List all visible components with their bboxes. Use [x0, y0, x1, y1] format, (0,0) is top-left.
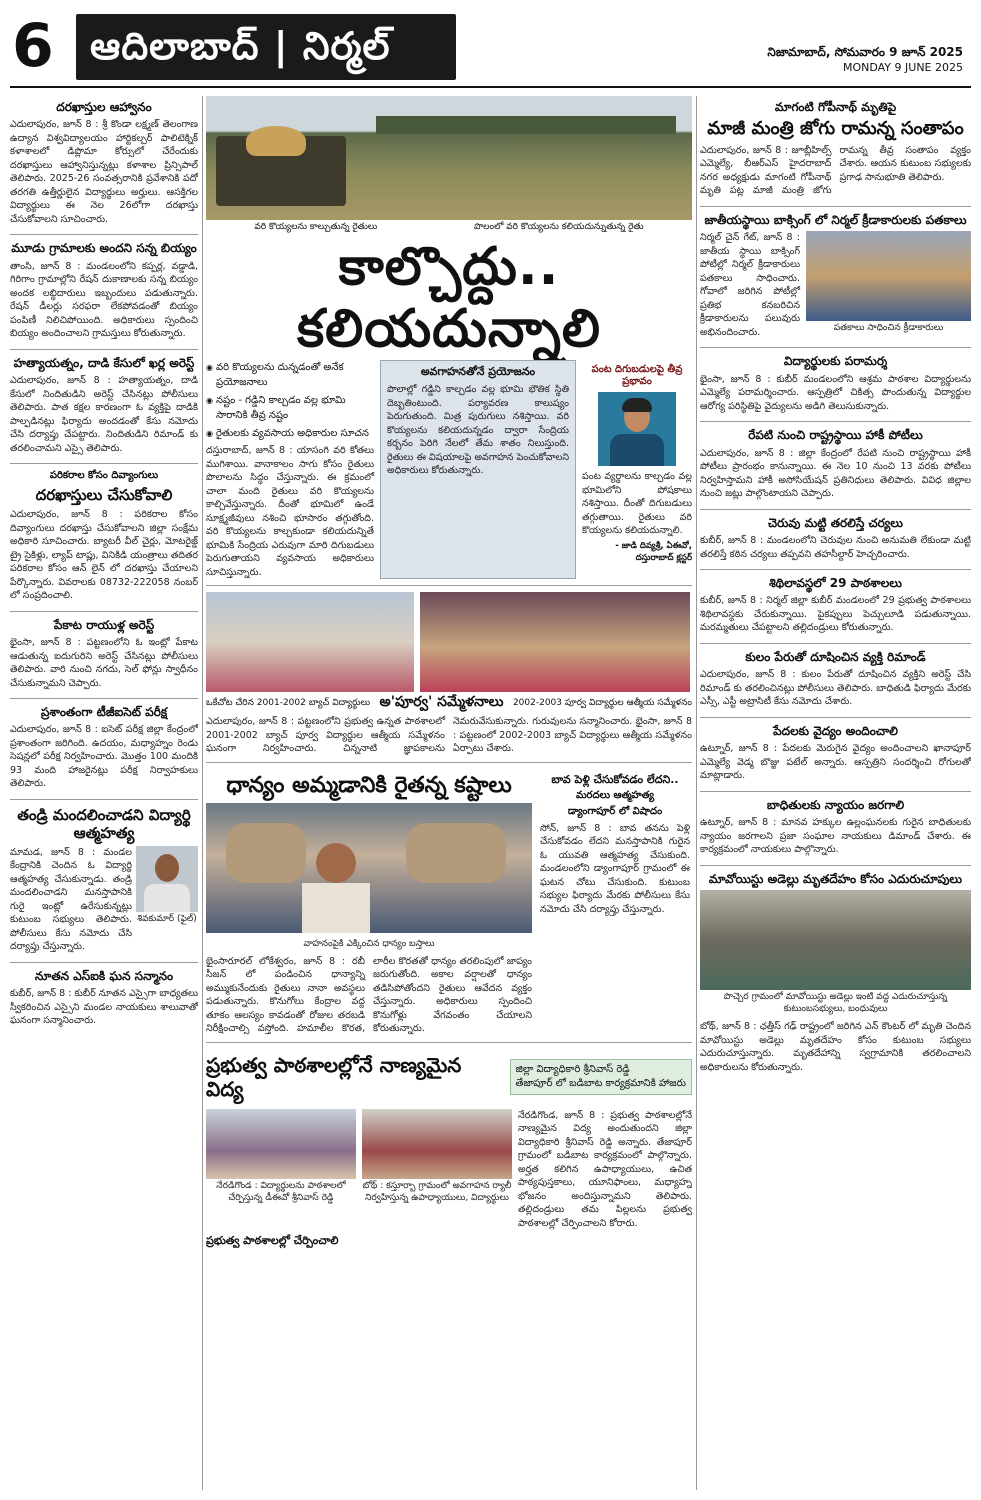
story-subhead: మరదలు ఆత్మహత్య: [575, 789, 655, 801]
story-headline: ధాన్యం అమ్మడానికి రైతన్న కష్టాలు: [226, 772, 512, 798]
divider: [206, 1042, 692, 1043]
sidebar-body: పంట వ్యర్థాలను కాల్చడం వల్ల భూమిలోని పోషకాలు నశిస్తాయి. దీంతో దిగుబడులు తగ్గుతాయి. రైతులు వరి కొయ్యలను కలియదున్నాలి.: [582, 471, 692, 536]
school-photo-1: [206, 1109, 356, 1179]
story-headline: బాధితులకు న్యాయం జరగాలి: [766, 797, 905, 812]
column-divider: [696, 96, 697, 1490]
story-headline: దరఖాస్తుల ఆహ్వానం: [56, 100, 152, 114]
grain-story: [206, 769, 532, 1036]
news-story: [10, 470, 198, 603]
school-head-row: [206, 1049, 692, 1105]
story-body: ఎదులాపురం, జూన్ 8 : పరికరాల కోసం దివ్యాంగులు దరఖాస్తు చేసుకోవాలని జిల్లా సంక్షేమ అధికారి సూచించారు. బ్యాటరీ వీల్ చైర్లు, మోటరైజ్డ్ ట్రై సైకిళ్లు, ల్యాప్ టాప్లు, వినికిడి యంత్రాలు తదితర పరికరాల కోసం ఆన్ లైన్ లో దరఖాస్తు చేయాలని పేర్కొన్నారు. వివరాలకు 08732-222058 నంబర్ లో సంప్రదించాలి.: [10, 509, 198, 602]
story-headline: మూడు గ్రామాలకు అందని సన్న బియ్యం: [11, 241, 197, 256]
story-body: కుబీర్, జూన్ 8 : కుబీర్ నూతన ఎస్సైగా బాధ్యతలు స్వీకరించిన ఎస్సైని మండల నాయకులు శాలువాతో ఘనంగా సన్మానించారు.: [10, 988, 198, 1027]
info-box-title: అవగాహనతోనే ప్రయోజనం: [420, 365, 536, 378]
lead-left-block: [206, 360, 374, 579]
news-story: [10, 969, 198, 1028]
divider: [700, 421, 971, 422]
news-story: [700, 724, 971, 783]
story-body: భైంసా, జూన్ 8 : పట్టణంలోని ఓ ఇంట్లో పేకాట ఆడుతున్న ఐదుగురిని అరెస్ట్ చేసినట్లు పోలీసులు తెలిపారు. వారి నుంచి నగదు, సెల్ ఫోన్లు స్వాధీనం చేసుకున్నామని చెప్పారు.: [10, 637, 198, 689]
story-subhead: డ్యాంగాపూర్ లో విషాదం: [567, 805, 663, 817]
divider: [700, 643, 971, 644]
right-column: [700, 96, 971, 1490]
photo-caption: వాహనంపైకి ఎక్కించిన ధాన్యం బస్తాలు: [303, 938, 435, 949]
story-headline: విద్యార్థులకు పరామర్శ: [783, 354, 888, 369]
school-highlights: [510, 1059, 692, 1095]
reunion-headline: అ'పూర్వ' సమ్మేళనాలు: [379, 694, 504, 710]
photo-caption: 2002-2003 పూర్వ విద్యార్థుల ఆత్మీయ సమ్మేళనం: [512, 697, 692, 708]
page-number: 6: [12, 12, 74, 80]
story-subhead: ప్రభుత్వ పాఠశాలల్లో చేర్పించాలి: [206, 1234, 339, 1248]
column-divider: [202, 96, 203, 1490]
photo-caption: పతకాలు సాధించిన క్రీడాకారులు: [833, 323, 944, 334]
story-headline: జాతీయస్థాయి బాక్సింగ్ లో నిర్మల్ క్రీడాకారులకు పతకాలు: [704, 212, 967, 227]
school-photo-2: [362, 1109, 512, 1179]
story-body: సోన్, జూన్ 8 : బావ తనను పెళ్లి చేసుకోవడం లేదని మనస్తాపానికి గురైన ఓ యువతి ఆత్మహత్య చేసుకుంది. మండలంలోని డ్యాంగాపూర్ గ్రామంలో ఈ ఘటన చోటు చేసుకుంది. కుటుంబ సభ్యుల ఫిర్యాదు మేరకు పోలీసులు కేసు నమోదు చేసి దర్యాప్తు చేస్తున్నారు.: [540, 822, 690, 915]
news-story: [700, 100, 971, 198]
boxing-block: [700, 231, 971, 339]
boxing-photo-block: [806, 231, 971, 339]
story-kicker: బావ పెళ్లి చేసుకోవడం లేదని..: [551, 772, 679, 786]
story-headline: దరఖాస్తులు చేసుకోవాలి: [35, 486, 173, 505]
news-story: [10, 806, 198, 954]
story-body: ఎదులాపురం, జూన్ 8 : హత్యాయత్నం, దాడి కేసులో నిందితుడిని అరెస్ట్ చేసినట్లు పోలీసులు తెలిపారు. పాత కక్షల కారణంగా ఓ వ్యక్తిపై దాడికి పాల్పడినట్లు ఫిర్యాదు అందడంతో కేసు నమోదు చేసి దర్యాప్తు చేపట్టారు. నిందితుడిని రిమాండ్ కు తరలించామని ఎస్సై తెలిపారు.: [10, 375, 198, 454]
photo-caption: నేరడిగొండ : విద్యార్థులను పాఠశాలలో చేర్పిస్తున్న డీఈవో శ్రీనివాస్ రెడ్డి: [216, 1180, 346, 1203]
expert-photo: [598, 392, 676, 466]
boxing-photo: [806, 231, 971, 321]
photo-caption: వరి కొయ్యలను కాల్చుతున్న రైతులు: [254, 222, 378, 232]
story-headline: కులం పేరుతో దూషించిన వ్యక్తి రిమాండ్: [745, 649, 926, 664]
bullet-item: ◉ రైతులకు వ్యవసాయ అధికారుల సూచన: [206, 426, 374, 441]
divider: [700, 509, 971, 510]
divider: [700, 791, 971, 792]
middle-column: [206, 96, 692, 1490]
story-headline: మావోయిస్టు అడెల్లు మృతదేహం కోసం ఎదురుచూపులు: [708, 871, 963, 886]
sidebar-kicker: పంట దిగుబడులపై తీవ్ర ప్రభావం: [591, 364, 683, 387]
story-kicker: పరికరాల కోసం దివ్యాంగులు: [49, 470, 159, 482]
story-headline: శిథిలావస్థలో 29 పాఠశాలలు: [769, 576, 902, 591]
news-story: [10, 356, 198, 455]
story-body: బోథ్, జూన్ 8 : ఛత్తీస్ గఢ్ రాష్ట్రంలో జరిగిన ఎన్ కౌంటర్ లో మృతి చెందిన మావోయిస్టు అడెల్లు మృతదేహం కోసం కుటుంబ సభ్యులు ఎదురుచూస్తున్నారు. మృతదేహాన్ని స్వగ్రామానికి తరలించాలని అధికారులను కోరుతున్నారు.: [700, 1021, 971, 1073]
news-story: [700, 516, 971, 561]
divider: [10, 962, 198, 963]
story-headline: హత్యాయత్నం, దాడి కేసులో ఖర్ల అరెస్ట్: [13, 355, 195, 370]
edition-title: ఆదిలాబాద్ | నిర్మల్: [90, 24, 391, 68]
expert-sidebar: [582, 360, 692, 579]
reunion-photo-1: [206, 592, 414, 692]
news-story: [700, 872, 971, 1074]
lead-headline: కాల్చొద్దు.. కలియదున్నాలి: [296, 237, 601, 359]
reunion-photos: [206, 592, 692, 692]
dateline: [767, 44, 963, 76]
divider: [206, 762, 692, 763]
photo-caption: శివకుమార్ (ఫైల్): [137, 913, 197, 924]
story-kicker: మాగంటి గోపీనాథ్ మృతిపై: [774, 100, 897, 114]
news-story: [700, 354, 971, 413]
bullet-item: ◉ నష్టం - గడ్డిని కాల్చడం వల్ల భూమి సారానికి తీవ్ర నష్టం: [206, 393, 374, 423]
story-body: కుబీర్, జూన్ 8 : మండలంలోని చెరువుల నుంచి అనుమతి లేకుండా మట్టి తరలిస్తే కఠిన చర్యలు తప్పవని తహసీల్దార్ హెచ్చరించారు.: [700, 535, 971, 560]
reunion-photo-2: [420, 592, 690, 692]
story-body: ఎదులాపురం, జూన్ 8 : జూబ్లీహిల్స్ ఎమ్మెల్యే, బీఆర్ఎస్ హైదరాబాద్ నగర అధ్యక్షుడు మాగంటి గోపీనాథ్ మృతి పట్ల మాజీ మంత్రి జోగు రామన్న తీవ్ర సంతాపం వ్యక్తం చేశారు. ఆయన కుటుంబ సభ్యులకు ప్రగాఢ సానుభూతి తెలిపారు.: [700, 144, 971, 197]
divider: [10, 463, 198, 464]
story-body: కుబీర్, జూన్ 8 : నిర్మల్ జిల్లా కుబీర్ మండలంలో 29 ప్రభుత్వ పాఠశాలలు శిథిలావస్థకు చేరుకున్నాయి. పైకప్పులు పెచ్చులూడి పడుతున్నాయి. మరమ్మతులు చేపట్టాలని తల్లిదండ్రులు కోరుతున్నారు.: [700, 595, 971, 634]
masthead-rule: [10, 86, 971, 88]
date-english: MONDAY 9 JUNE 2025: [842, 61, 963, 74]
story-body: భైంసా, జూన్ 8 : కుబీర్ మండలంలోని ఆశ్రమ పాఠశాల విద్యార్థులను ఎమ్మెల్యే పరామర్శించారు. ఆస్పత్రిలో చికిత్స పొందుతున్న విద్యార్థుల ఆరోగ్య పరిస్థితిపై వైద్యులను అడిగి తెలుసుకున్నారు.: [700, 373, 971, 412]
story-headline: ప్రభుత్వ పాఠశాలల్లోనే నాణ్యమైన విద్య: [206, 1052, 462, 1101]
divider: [10, 234, 198, 235]
divider: [206, 585, 692, 586]
masthead: [0, 0, 981, 86]
story-headline: పేదలకు వైద్యం అందించాలి: [773, 723, 898, 738]
lead-body: దస్తురాబాద్, జూన్ 8 : యాసంగి వరి కోతలు ముగిశాయి. వానాకాలం సాగు కోసం రైతులు పొలాలను సిద్ధం చేస్తున్నారు. ఈ క్రమంలో చాలా మంది రైతులు వరి కొయ్యలను కాల్చివేస్తున్నారు. దీంతో భూమిలో ఉండే సూక్ష్మజీవులు నశించి భూసారం తగ్గుతోంది. వరి కొయ్యలను కాల్చకుండా కలియదున్నితే భూమికి సేంద్రియ ఎరువుగా మారి దిగుబడులు పెరుగుతాయని వ్యవసాయ అధికారులు సూచిస్తున్నారు.: [206, 445, 374, 578]
divider: [700, 347, 971, 348]
news-story: [10, 618, 198, 690]
edition-banner: [76, 14, 456, 80]
story-body: భైంసారూరల్ లోకేశ్వరం, జూన్ 8 : రబీ సీజన్ లో పండించిన ధాన్యాన్ని అమ్ముకునేందుకు రైతులు నానా అవస్థలు పడుతున్నారు. కొనుగోలు కేంద్రాల వద్ద తూకం ఆలస్యం కావడంతో రోజుల తరబడి నిరీక్షించాల్సి వస్తోంది. హమాలీల కొరత, లారీల కొరతతో ధాన్యం తరలింపులో జాప్యం జరుగుతోంది. అకాల వర్షాలతో ధాన్యం తడిసిపోతోందని రైతులు ఆవేదన వ్యక్తం చేస్తున్నారు. అధికారులు స్పందించి కొనుగోళ్లు వేగవంతం చేయాలని కోరుతున్నారు.: [206, 955, 532, 1035]
reunion-body: ఎదులాపురం, జూన్ 8 : పట్టణంలోని ప్రభుత్వ ఉన్నత పాఠశాలలో 2001-2002 బ్యాచ్ పూర్వ విద్యార్థుల ఆత్మీయ సమ్మేళనం ఘనంగా నిర్వహించారు. చిన్ననాటి జ్ఞాపకాలను నెమరువేసుకున్నారు. గురువులను సన్మానించారు. భైంసా, జూన్ 8 : పట్టణంలో 2002-2003 బ్యాచ్ విద్యార్థులు ఆత్మీయ సమ్మేళనం ఏర్పాటు చేశారు.: [206, 716, 692, 754]
info-box-body: పొలాల్లో గడ్డిని కాల్చడం వల్ల భూమి భౌతిక స్థితి దెబ్బతింటుంది. పర్యావరణ కాలుష్యం పెరుగుతుంది. మిత్ర పురుగులు నశిస్తాయి. వరి కొయ్యలను కలియదున్నడం ద్వారా సేంద్రియ కర్బనం పెరిగి నేలలో తేమ శాతం నిలుస్తుంది. రైతులు ఈ విషయాలపై అవగాహన పెంచుకోవాలని అధికారులు కోరుతున్నారు.: [387, 384, 569, 476]
portrait-photo: [136, 846, 198, 912]
story-body: ఎదులాపురం, జూన్ 8 : ఐసెట్ పరీక్ష జిల్లా కేంద్రంలో ప్రశాంతంగా జరిగింది. ఉదయం, మధ్యాహ్నం రెండు సెషన్లలో పరీక్ష నిర్వహించారు. మొత్తం 100 మందికి 93 మంది హాజరైనట్లు పరీక్ష నిర్వాహకులు తెలిపారు.: [10, 724, 198, 790]
news-story: [10, 705, 198, 791]
bullet-item: ◉ వరి కొయ్యలను దున్నడంతో అనేక ప్రయోజనాలు: [206, 360, 374, 390]
divider: [10, 349, 198, 350]
story-body: నిర్మల్ చైన్ గేట్, జూన్ 8 : జాతీయ స్థాయి బాక్సింగ్ పోటీల్లో నిర్మల్ క్రీడాకారులు పతకాలు సాధించారు. గోవాలో జరిగిన పోటీల్లో ప్రతిభ కనబరిచిన క్రీడాకారులను పలువురు అభినందించారు.: [700, 232, 800, 338]
lead-bullets: [206, 360, 374, 441]
photo-box: [136, 846, 198, 930]
grain-section: [206, 769, 692, 1036]
story-body: ఎదులాపురం, జూన్ 8 : కులం పేరుతో దూషించిన వ్యక్తిని అరెస్ట్ చేసి రిమాండ్ కు తరలించినట్లు పోలీసులు తెలిపారు. బాధితుడి ఫిర్యాదు మేరకు ఎస్సీ, ఎస్టీ అట్రాసిటీ కేసు నమోదు చేశారు.: [700, 669, 971, 708]
story-body: ఎదులాపురం, జూన్ 8 : జిల్లా కేంద్రంలో రేపటి నుంచి రాష్ట్రస్థాయి హాకీ పోటీలు ప్రారంభం కానున్నాయి. ఈ నెల 10 నుంచి 13 వరకు పోటీలు నిర్వహిస్తామని హాకీ అసోసియేషన్ ప్రతినిధులు తెలిపారు. వివిధ జిల్లాల నుంచి జట్లు పాల్గొంటాయని చెప్పారు.: [700, 447, 971, 500]
school-photo-block: [206, 1109, 356, 1231]
school-story: [206, 1049, 692, 1248]
school-photos: [206, 1109, 692, 1231]
left-column: [10, 96, 198, 1490]
story-headline: రేపటి నుంచి రాష్ట్రస్థాయి హాకీ పోటీలు: [748, 428, 923, 443]
story-body: ఎదులాపురం, జూన్ 8 : శ్రీ కొండా లక్ష్మణ్ తెలంగాణ ఉద్యాన విశ్వవిద్యాలయం హార్టికల్చర్ పాలిటెక్నిక్ కళాశాలలో డిప్లొమా కోర్సులో చేరేందుకు దరఖాస్తులు ఆహ్వానిస్తున్నట్లు కళాశాల ప్రిన్సిపాల్ తెలిపారు. 2025-26 సంవత్సరానికి ప్రవేశానికి పదో తరగతి ఉత్తీర్ణులైన విద్యార్థులు అర్హులు. ఆసక్తిగల విద్యార్థులు ఈ నెల 26లోగా దరఖాస్తు చేసుకోవాలని సూచించారు.: [10, 119, 198, 225]
school-photo-block: [362, 1109, 512, 1231]
photo-captions: [206, 220, 692, 236]
news-story: [700, 650, 971, 709]
divider: [10, 611, 198, 612]
news-story: [700, 428, 971, 500]
lead-photo: [206, 96, 692, 220]
maoist-photo: [700, 890, 971, 990]
story-body: ఉట్నూర్, జూన్ 8 : పేదలకు మెరుగైన వైద్యం అందించాలని ఖానాపూర్ ఎమ్మెల్యే వెడ్మ బొజ్జు పటేల్ అన్నారు. ఆస్పత్రిని సందర్శించి రోగులతో మాట్లాడారు.: [700, 743, 971, 782]
story-headline: ప్రశాంతంగా టీజీఐసెట్ పరీక్ష: [40, 705, 168, 720]
story-body: తాంసి, జూన్ 8 : మండలంలోని కప్పర్ల, వడ్డాడి, గిరిగాం గ్రామాల్లోని రేషన్ దుకాణాలకు సన్న బియ్యం అందక లబ్ధిదారులు ఇబ్బందులు పడుతున్నారు. రేషన్ డీలర్లు సరఫరా లేకపోవడంతో బియ్యం పంపిణీ నిలిచిపోయింది. అధికారులు స్పందించి బియ్యం అందించాలని గ్రామస్తులు కోరుతున్నారు.: [10, 260, 198, 340]
grain-photo: [206, 803, 532, 933]
story-body: నేరడిగొండ, జూన్ 8 : ప్రభుత్వ పాఠశాలల్లోనే నాణ్యమైన విద్య అందుతుందని జిల్లా విద్యాధికారి శ్రీనివాస్ రెడ్డి అన్నారు. తేజాపూర్ గ్రామంలో బడిబాట కార్యక్రమంలో పాల్గొన్నారు. అర్హత కలిగిన ఉపాధ్యాయులు, ఉచిత పాఠ్యపుస్తకాలు, యూనిఫాంలు, మధ్యాహ్న భోజనం అందిస్తున్నామని తెలిపారు. తల్లిదండ్రులు తమ పిల్లలను ప్రభుత్వ పాఠశాలల్లో చేర్పించాలని కోరారు.: [518, 1109, 692, 1229]
divider: [700, 865, 971, 866]
photo-caption: బోథ్ : కస్తూర్బా గ్రామంలో అవగాహన ర్యాలీ నిర్వహిస్తున్న ఉపాధ్యాయులు, విద్యార్థులు: [362, 1180, 512, 1203]
reunion-caption-row: [206, 692, 692, 715]
news-story: [700, 798, 971, 857]
date-telugu: నిజామాబాద్, సోమవారం 9 జూన్ 2025: [767, 45, 963, 59]
highlight-item: తేజాపూర్ లో బడిబాట కార్యక్రమానికి హాజరు: [515, 1077, 686, 1089]
divider: [700, 569, 971, 570]
story-headline: తండ్రి మందలించాడని విద్యార్థి ఆత్మహత్య: [17, 805, 191, 842]
news-story: [700, 576, 971, 635]
story-headline: మాజీ మంత్రి జోగు రామన్న సంతాపం: [707, 118, 964, 140]
news-story: [10, 241, 198, 340]
photo-caption: పొచ్చెర గ్రామంలో మావోయిస్టు అడెల్లు ఇంటి వద్ద ఎదురుచూస్తున్న కుటుంబసభ్యులు, బంధువులు: [723, 992, 948, 1014]
lead-story: [206, 360, 692, 579]
story-headline: చెరువు మట్టి తరలిస్తే చర్యలు: [768, 515, 903, 530]
story-headline: పేకాట రాయుళ్ల అరెస్ట్: [53, 617, 155, 632]
divider: [700, 206, 971, 207]
story-headline: నూతన ఎస్‌ఐకి ఘన సన్మానం: [34, 968, 174, 983]
divider: [10, 799, 198, 800]
sidebar-byline: - జాడి దివ్యశ్రీ, ఏఈవో, దస్తురాబాద్ క్లస్టర్: [615, 540, 692, 563]
divider: [10, 698, 198, 699]
suicide-story: [540, 769, 690, 1036]
highlight-item: జిల్లా విద్యాధికారి శ్రీనివాస్ రెడ్డి: [515, 1063, 630, 1075]
photo-caption: ఒకేచోట చేరిన 2001-2002 బ్యాచ్ విద్యార్థులు: [206, 697, 371, 708]
news-story: [10, 100, 198, 226]
story-body: మామడ, జూన్ 8 : మండల కేంద్రానికి చెందిన ఓ విద్యార్థి ఆత్మహత్య చేసుకున్నాడు. తండ్రి మందలించాడని మనస్తాపానికి గురై ఇంట్లో ఉరేసుకున్నట్లు కుటుంబ సభ్యులు తెలిపారు. పోలీసులు కేసు నమోదు చేసి దర్యాప్తు చేస్తున్నారు.: [10, 846, 132, 953]
info-box: [380, 360, 576, 579]
news-story: [700, 213, 971, 339]
divider: [700, 717, 971, 718]
photo-caption: పొలంలో వరి కొయ్యలను కలియదున్నుతున్న రైతు: [474, 222, 644, 232]
story-body: ఉట్నూర్, జూన్ 8 : మానవ హక్కుల ఉల్లంఘనలకు గురైన బాధితులకు న్యాయం జరగాలని ప్రజా సంఘాల నాయకులు డిమాండ్ చేశారు. ఈ కార్యక్రమంలో నాయకులు పాల్గొన్నారు.: [700, 817, 971, 856]
